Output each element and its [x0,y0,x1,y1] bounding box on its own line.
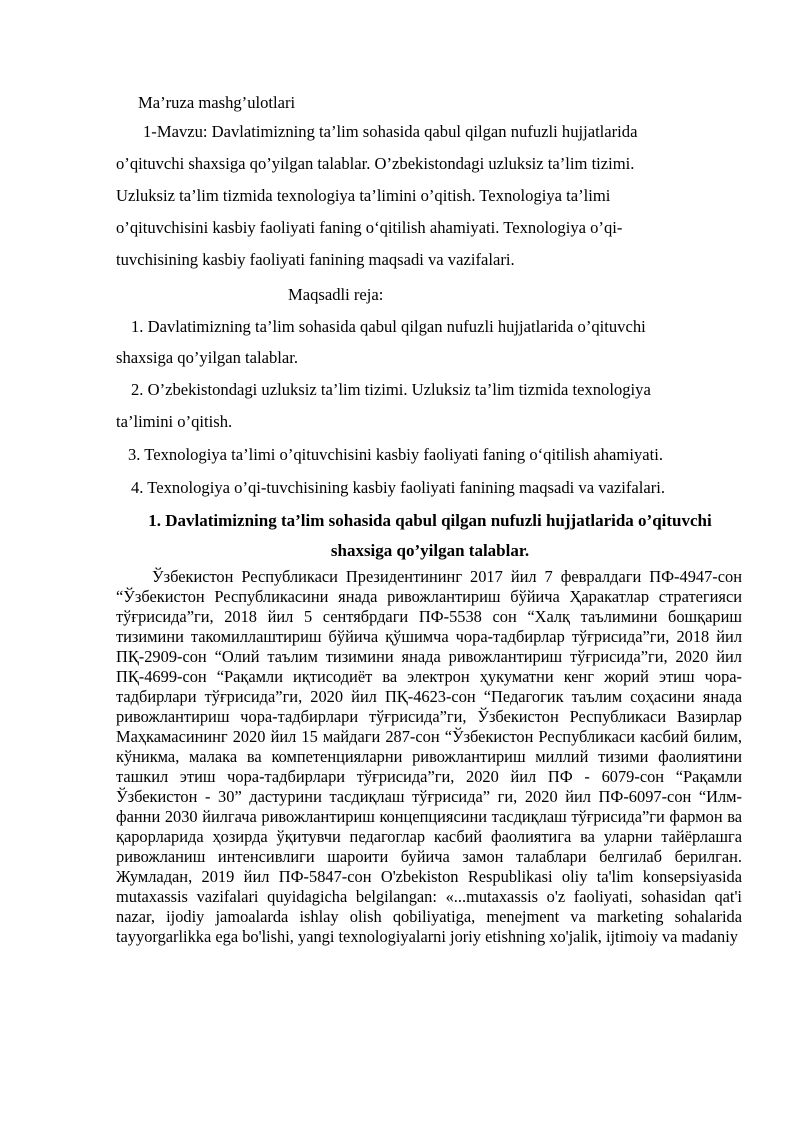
plan-item: shaxsiga qo’yilgan talablar. [116,348,299,367]
topic-line: o’qituvchi shaxsiga qo’yilgan talablar. O’zbekistondagi uzluksiz ta’lim tizimi. [116,154,635,173]
topic-line: o’qituvchisini kasbiy faoliyati faning o‘qitilish ahamiyati. Texnologiya o’qi- [116,218,623,237]
plan-item: ta’limini o’qitish. [116,412,233,431]
topic-line: tuvchisining kasbiy faoliyati fanining maqsadi va vazifalari. [116,250,515,269]
section-heading: shaxsiga qo’yilgan talablar. [330,541,530,560]
plan-item: 2. O’zbekistondagi uzluksiz ta’lim tizimi. Uzluksiz ta’lim tizmida texnologiya [131,380,651,399]
plan-item: 4. Texnologiya o’qi-tuvchisining kasbiy faoliyati fanining maqsadi va vazifalari. [131,478,666,497]
topic-line: Uzluksiz ta’lim tizmida texnologiya ta’limini o’qitish. Texnologiya ta’limi [116,186,611,205]
plan-title: Maqsadli reja: [288,285,384,304]
topic-line: 1-Mavzu: Davlatimizning ta’lim sohasida qabul qilgan nufuzli hujjatlarida [143,122,638,141]
plan-item: 3. Texnologiya ta’limi o’qituvchisini kasbiy faoliyati faning o‘qitilish ahamiyati. [128,445,663,464]
section-heading: 1. Davlatimizning ta’lim sohasida qabul qilgan nufuzli hujjatlarida o’qituvchi [148,511,712,530]
section-label: Ma’ruza mashg’ulotlari [138,93,296,112]
body-paragraph: Ўзбекистон Республикаси Президентининг 2017 йил 7 февралдаги ПФ-4947-сон “Ўзбекистон Республикасини янада ривожлантириш бўйича Ҳаракатлар стратегияси тўғрисида”ги, 2018 йил 5 сентябрдаги ПФ-5538 сон “Халқ таълимини бошқариш тизимини такомиллаштириш бўйича қўшимча чора-тадбирлар тўғрисида”ги, 2018 йил ПҚ-2909-сон “Олий таълим тизимини янада ривожлантириш тўғрисида”ги, 2020 йил ПҚ-4699-сон “Рақамли иқтисодиёт ва электрон ҳукуматни кенг жорий этиш чора-тадбирлари тўғрисида”ги, 2020 йил ПҚ-4623-сон “Педагогик таълим соҳасини янада ривожлантириш чора-тадбирлари тўғрисида”ги, Ўзбекистон Республикаси Вазирлар Маҳкамасининг 2020 йил 15 майдаги 287-сон “Ўзбекистон Республикаси касбий билим, кўникма, малака ва компетенцияларни ривожлантириш миллий тизими фаолиятини ташкил этиш чора-тадбирлари тўғрисида”ги, 2020 йил ПФ - 6079-сон “Рақамли Ўзбекистон - 30” дастурини тасдиқлаш тўғрисида” ги, 2020 йил ПФ-6097-сон “Илм-фанни 2030 йилгача ривожлантириш концепциясини тасдиқлаш тўғрисида”ги фармон ва қарорларида ҳозирда ўқитувчи педагоглар касбий фаолиятига ва уларни тайёрлашга ривожланиш интенсивлиги шароити буйича замон талаблари белгилаб берилган. Жумладан, 2019 йил ПФ-5847-сон O'zbekiston Respublikasi oliy ta'lim konsepsiyasida mutaxassis vazifalari quyidagicha belgilangan: «...mutaxassis o'z faoliyati, sohasidan qat'i nazar, ijodiy jamoalarda ishlay olish qobiliyatiga, menejment va marketing sohalarida tayyorgarlikka ega bo'lishi, yangi texnologiyalarni joriy etishning xo'jalik, ijtimoiy va madaniy [116,567,742,946]
plan-item: 1. Davlatimizning ta’lim sohasida qabul qilgan nufuzli hujjatlarida o’qituvchi [131,317,646,336]
